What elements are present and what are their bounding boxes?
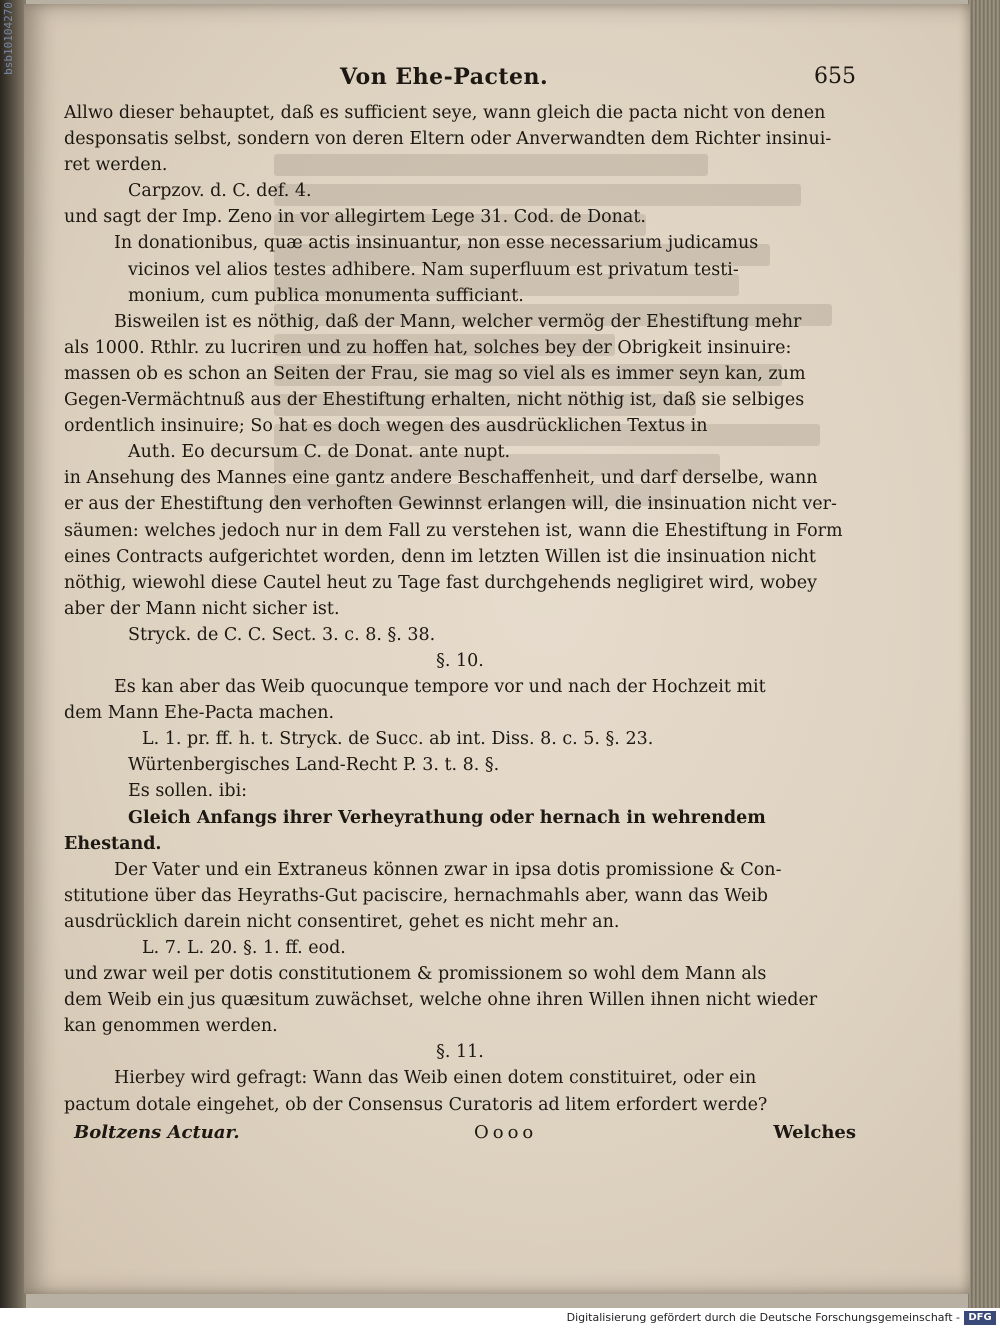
text-line: vicinos vel alios testes adhibere. Nam superfluum est privatum testi- <box>128 259 739 280</box>
text-line: als 1000. Rthlr. zu lucriren und zu hoffen hat, solches bey der Obrigkeit insinuire: <box>64 337 792 358</box>
text-line: säumen: welches jedoch nur in dem Fall zu verstehen ist, wann die Ehestiftung in Form <box>64 520 843 541</box>
text-line: L. 7. L. 20. §. 1. ff. eod. <box>142 938 346 958</box>
book-gutter <box>0 0 26 1308</box>
text-line: Carpzov. d. C. def. 4. <box>128 181 312 202</box>
footer-author: Boltzens Actuar. <box>74 1121 240 1143</box>
text-line: und sagt der Imp. Zeno in vor allegirtem Lege 31. Cod. de Donat. <box>64 207 646 228</box>
page-footer <box>64 1118 856 1148</box>
credit-text: Digitalisierung gefördert durch die Deutsche Forschungsgemeinschaft - <box>566 1311 960 1324</box>
text-line: er aus der Ehestiftung den verhoften Gewinnst erlangen will, die insinuation nicht ver- <box>64 494 837 515</box>
signature-mark: Oooo <box>474 1121 538 1143</box>
page-text <box>64 60 856 1148</box>
text-line: L. 1. pr. ff. h. t. Stryck. de Succ. ab int. Diss. 8. c. 5. §. 23. <box>142 729 654 750</box>
text-line: stitutione über das Heyraths-Gut paciscire, hernachmahls aber, wann das Weib <box>64 885 768 906</box>
text-line: in Ansehung des Mannes eine gantz andere Beschaffenheit, und darf derselbe, wann <box>64 468 818 489</box>
text-line: kan genommen werden. <box>64 1016 278 1037</box>
text-line: Hierbey wird gefragt: Wann das Weib einen dotem constituiret, oder ein <box>114 1068 757 1089</box>
text-line: desponsatis selbst, sondern von deren Eltern oder Anverwandten dem Richter insinui- <box>64 129 832 150</box>
catchword: Welches <box>773 1121 856 1143</box>
text-line: und zwar weil per dotis constitutionem & promissionem so wohl dem Mann als <box>64 964 767 985</box>
text-line: dem Mann Ehe-Pacta machen. <box>64 703 335 724</box>
text-line: nöthig, wiewohl diese Cautel heut zu Tage fast durchgehends negligiret wird, wobey <box>64 572 817 593</box>
text-line: Stryck. de C. C. Sect. 3. c. 8. §. 38. <box>128 624 436 645</box>
text-line: ausdrücklich darein nicht consentiret, gehet es nicht mehr an. <box>64 911 620 932</box>
page-number: 655 <box>814 64 856 89</box>
text-line: pactum dotale eingehet, ob der Consensus Curatoris ad litem erfordert werde? <box>64 1094 768 1115</box>
running-header <box>64 60 856 100</box>
text-line: Ehestand. <box>64 833 162 854</box>
text-line: ret werden. <box>64 155 168 176</box>
text-line: Gegen-Vermächtnuß aus der Ehestiftung erhalten, nicht nöthig ist, daß sie selbiges <box>64 390 805 411</box>
text-line: §. 10. <box>436 650 484 671</box>
scan-id: bsb10104270 <box>2 2 15 75</box>
text-body <box>64 100 856 1118</box>
text-line: Es sollen. ibi: <box>128 781 248 802</box>
text-line: aber der Mann nicht sicher ist. <box>64 598 340 619</box>
text-line: In donationibus, quæ actis insinuantur, non esse necessarium judicamus <box>114 233 759 254</box>
running-title: Von Ehe-Pacten. <box>340 64 549 90</box>
text-line: ordentlich insinuire; So hat es doch wegen des ausdrücklichen Textus in <box>64 416 708 437</box>
text-line: eines Contracts aufgerichtet worden, denn im letzten Willen ist die insinuation nicht <box>64 546 816 567</box>
dfg-logo: DFG <box>964 1311 996 1325</box>
text-line: monium, cum publica monumenta sufficiant. <box>128 285 524 306</box>
text-line: dem Weib ein jus quæsitum zuwächset, welche ohne ihren Willen ihnen nicht wieder <box>64 990 818 1011</box>
text-line: massen ob es schon an Seiten der Frau, sie mag so viel als es immer seyn kan, zum <box>64 363 806 384</box>
text-line: Würtenbergisches Land-Recht P. 3. t. 8. §. <box>128 755 500 776</box>
text-line: Es kan aber das Weib quocunque tempore vor und nach der Hochzeit mit <box>114 677 766 698</box>
text-line: Der Vater und ein Extraneus können zwar in ipsa dotis promissione & Con- <box>114 859 782 880</box>
text-line: Auth. Eo decursum C. de Donat. ante nupt. <box>128 442 511 463</box>
text-line: Gleich Anfangs ihrer Verheyrathung oder hernach in wehrendem <box>128 807 766 828</box>
page-edges <box>968 0 1000 1308</box>
text-line: Allwo dieser behauptet, daß es sufficient seye, wann gleich die pacta nicht von denen <box>64 103 826 123</box>
digitization-credit <box>0 1308 1000 1328</box>
text-line: §. 11. <box>436 1042 484 1063</box>
text-line: Bisweilen ist es nöthig, daß der Mann, welcher vermög der Ehestiftung mehr <box>114 311 802 332</box>
